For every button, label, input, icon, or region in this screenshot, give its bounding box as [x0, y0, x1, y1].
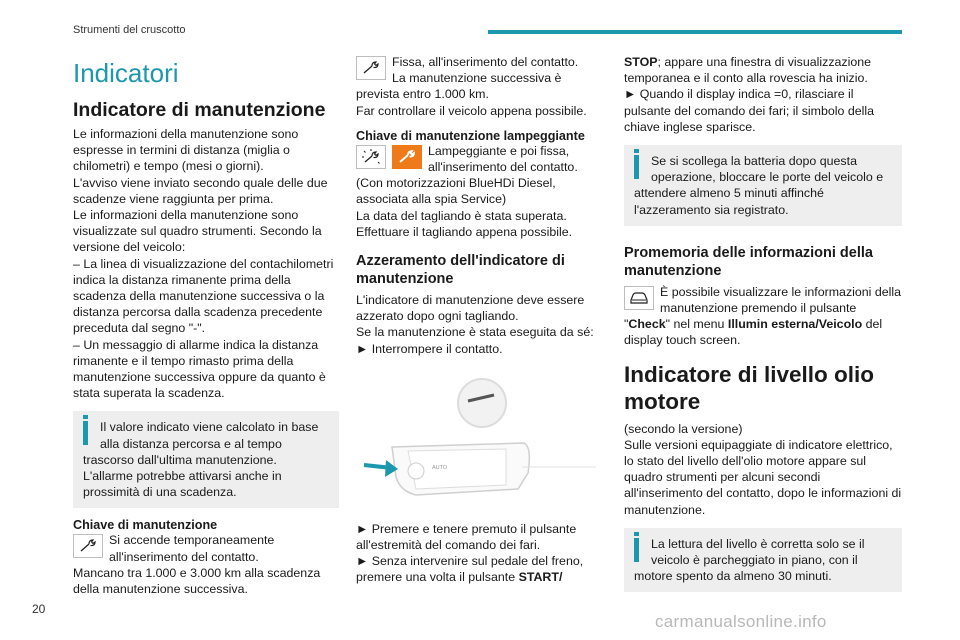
reset-steps-text [356, 521, 604, 586]
column-1 [73, 54, 339, 597]
info-icon [634, 538, 639, 562]
header-accent-bar [488, 30, 902, 34]
wrench-icon [73, 534, 103, 558]
heading-service-key: Chiave di manutenzione [73, 518, 218, 533]
service-key-text: Si accende temporaneamente all'inserimento del contatto. Mancano tra 1.000 e 3.000 km alla scadenza della manutenzione successiva. [73, 533, 321, 597]
info-icon [83, 421, 88, 445]
oil-note-text: La lettura del livello è corretta solo se il veicolo è parcheggiato in piano, con il motore spento da almeno 30 minuti. [634, 536, 865, 584]
page-title: Indicatori [73, 58, 179, 88]
oil-level-text: (secondo la versione) Sulle versioni equipaggiate di indicatore elettrico, lo stato del livello dell'olio motore appare sul quadro strumenti per alcuni secondi all'inserimento del contatto, dopo le informazioni di manutenzione. [624, 421, 902, 517]
column-2 [356, 54, 604, 586]
flashing-wrench-icon [356, 145, 386, 169]
fixed-key-text: Fissa, all'inserimento del contatto. La manutenzione successiva è prevista entro 1.000 km. Far controllare il veicolo appena possibile. [356, 55, 587, 118]
stop-label: STOP [624, 55, 658, 69]
info-note-text: Il valore indicato viene calcolato in base alla distanza percorsa e al tempo trascorso dall'ultima manutenzione. L'allarme potrebbe attivarsi anche in prossimità di una scadenza. [83, 420, 319, 500]
reminder-text [624, 284, 902, 349]
heading-maintenance-reminder: Promemoria delle informazioni della manutenzione [624, 244, 873, 279]
heading-reset-indicator: Azzeramento dell'indicatore di manutenzione [356, 253, 565, 288]
steering-wheel-icon [458, 379, 506, 427]
watermark: carmanualsonline.info [655, 612, 827, 631]
stop-continuation: ; appare una finestra di visualizzazione temporanea e il conto alla rovescia ha inizio. ► Quando il display indica =0, rilasciare il pulsante del comando dei fari; il simbolo della chiave inglese sparisce. [624, 55, 875, 134]
page-number: 20 [32, 602, 46, 616]
menu-label: Illumin esterna/Veicolo [727, 317, 863, 332]
reset-text: L'indicatore di manutenzione deve essere azzerato dopo ogni tagliando. Se la manutenzione è stata eseguita da sé: ► Interrompere il contatto. [356, 293, 594, 356]
oil-note [624, 528, 902, 593]
stop-text [624, 54, 902, 135]
check-label: Check [628, 317, 666, 332]
car-icon [624, 286, 654, 310]
info-icon [634, 155, 639, 179]
heading-flashing-key: Chiave di manutenzione lampeggiante [356, 128, 585, 143]
column-3 [624, 54, 902, 602]
reset-steps: ► Premere e tenere premuto il pulsante all'estremità del comando dei fari. ► Senza intervenire sul pedale del freno, premere una volta il pulsante [356, 521, 584, 585]
info-note [73, 411, 339, 508]
orange-wrench-icon [392, 145, 422, 169]
maintenance-intro: Le informazioni della manutenzione sono espresse in termini di distanza (miglia o chilometri) e tempo (mesi o giorni). L'avviso viene inviato secondo quale delle due scadenze viene raggiunta per prima. Le informazioni della manutenzione sono visualizzate sul quadro strumenti. Secondo la versione del veicolo: – La linea di visualizzazione del contachilometri indica la distanza rimanente prima della scadenza della manutenzione successiva o la distanza percorsa dalla scadenza precedente preceduta dal segno "-". – Un messaggio di allarme indica la distanza rimanente e il tempo rimasto prima della manutenzione successiva oppure da quanto è stata superata la scadenza. [73, 127, 334, 401]
reminder-part-d: del display touch screen. [624, 317, 883, 348]
reminder-part-c: " nel menu [665, 317, 728, 332]
start-label: START/ [518, 570, 563, 585]
battery-note-text: Se si scollega la batteria dopo questa operazione, bloccare le porte del veicolo e attendere almeno 5 minuti affinché l'azzeramento sia registrato. [634, 154, 884, 217]
running-header: Strumenti del cruscotto [73, 24, 186, 36]
wrench-icon [356, 56, 386, 80]
light-stalk-illustration [356, 367, 604, 515]
heading-maintenance-indicator: Indicatore di manutenzione [73, 99, 326, 121]
stalk-auto-label: AUTO [432, 464, 448, 471]
heading-oil-level: Indicatore di livello olio motore [624, 361, 875, 414]
battery-note [624, 145, 902, 226]
flashing-key-text: Lampeggiante e poi fissa, all'inserimento del contatto. (Con motorizzazioni BlueHDi Diesel, associata alla spia Service) La data del tagliando è stata superata. Effettuare il tagliando appena possibile. [356, 143, 578, 239]
reminder-part-a: È possibile visualizzare le informazioni della manutenzione premendo il pulsante " [624, 284, 902, 332]
